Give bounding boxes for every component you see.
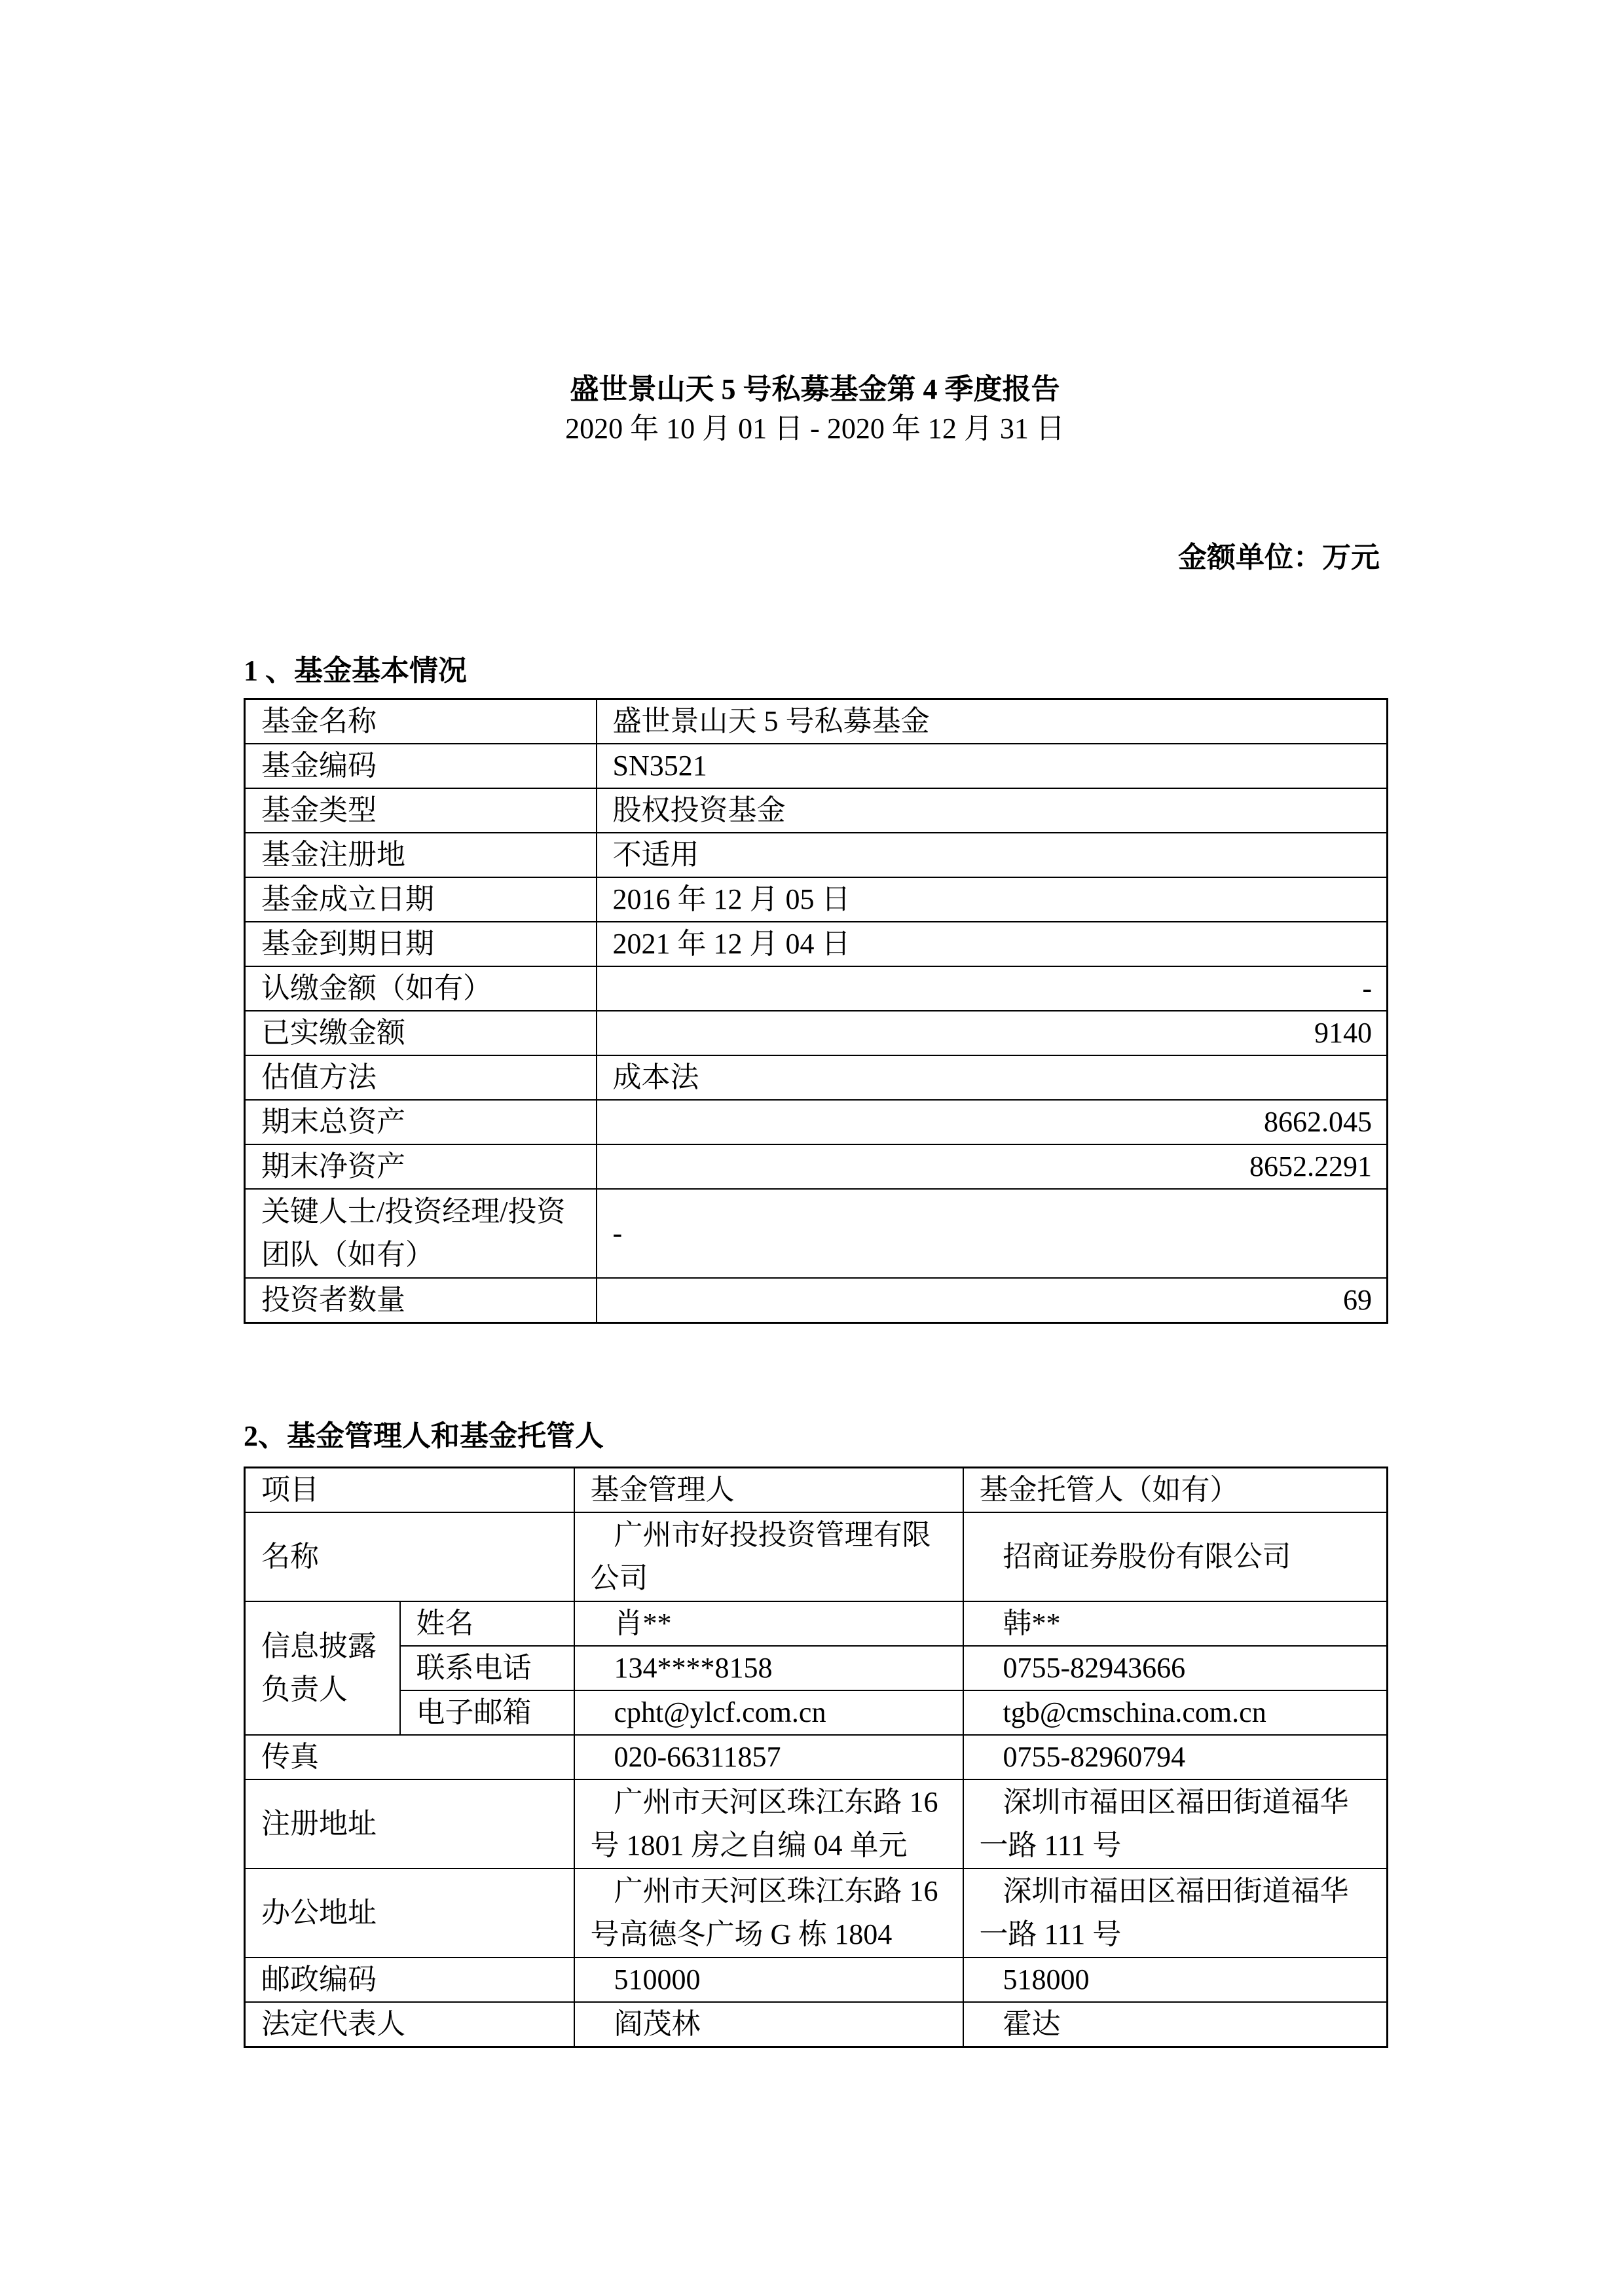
row-label-cell: 办公地址 [245, 1868, 574, 1958]
row-value-cell: - [597, 1189, 1388, 1278]
table-row [245, 2002, 1388, 2047]
table-row [245, 1646, 1388, 1690]
manager-value-cell: 肖** [574, 1601, 963, 1646]
manager-trustee-table [244, 1467, 1388, 2048]
row-value-cell: 股权投资基金 [597, 788, 1388, 833]
report-title: 盛世景山天 5 号私募基金第 4 季度报告 [570, 373, 1060, 405]
trustee-value-cell: 0755-82960794 [963, 1735, 1388, 1779]
table-row [245, 1144, 1388, 1189]
trustee-value-cell: 0755-82943666 [963, 1646, 1388, 1690]
table-row [245, 922, 1388, 966]
manager-value-cell: 广州市好投投资管理有限公司 [574, 1512, 963, 1601]
trustee-value-cell: 霍达 [963, 2002, 1388, 2047]
section1-heading: 1 、基金基本情况 [244, 655, 467, 687]
row-value-cell: 8652.2291 [597, 1144, 1388, 1189]
document-content [244, 0, 1386, 2048]
row-value-cell: - [597, 966, 1388, 1011]
table-row [245, 699, 1388, 744]
report-period: 2020 年 10 月 01 日 - 2020 年 12 月 31 日 [565, 412, 1065, 445]
row-value-cell: 2021 年 12 月 04 日 [597, 922, 1388, 966]
trustee-value-cell: tgb@cmschina.com.cn [963, 1690, 1388, 1735]
row-label-cell: 期末总资产 [245, 1100, 597, 1144]
manager-value-cell: 广州市天河区珠江东路 16 号 1801 房之自编 04 单元 [574, 1779, 963, 1868]
sub-label-cell: 电子邮箱 [400, 1690, 574, 1735]
table-header-row [245, 1468, 1388, 1513]
table-row [245, 1690, 1388, 1735]
column-header-manager: 基金管理人 [574, 1468, 963, 1513]
row-label-cell: 认缴金额（如有） [245, 966, 597, 1011]
row-label-cell: 传真 [245, 1735, 574, 1779]
row-value-cell: 不适用 [597, 833, 1388, 877]
row-value-cell: 2016 年 12 月 05 日 [597, 877, 1388, 922]
table-row [245, 1958, 1388, 2002]
manager-value-cell: 广州市天河区珠江东路 16 号高德冬广场 G 栋 1804 [574, 1868, 963, 1958]
table-row [245, 1512, 1388, 1601]
sub-label-cell: 联系电话 [400, 1646, 574, 1690]
table-row [245, 966, 1388, 1011]
row-value-cell: 盛世景山天 5 号私募基金 [597, 699, 1388, 744]
table-row [245, 1278, 1388, 1323]
fund-basic-info-table [244, 698, 1388, 1324]
table-row [245, 833, 1388, 877]
trustee-value-cell: 深圳市福田区福田街道福华一路 111 号 [963, 1868, 1388, 1958]
row-label-cell: 期末净资产 [245, 1144, 597, 1189]
table-row [245, 1055, 1388, 1100]
row-value-cell: SN3521 [597, 744, 1388, 788]
row-label-cell: 基金注册地 [245, 833, 597, 877]
manager-value-cell: 阎茂林 [574, 2002, 963, 2047]
column-header-trustee: 基金托管人（如有） [963, 1468, 1388, 1513]
row-label-cell: 名称 [245, 1512, 574, 1601]
trustee-value-cell: 韩** [963, 1601, 1388, 1646]
row-label-cell: 基金名称 [245, 699, 597, 744]
table-row [245, 1100, 1388, 1144]
row-label-cell: 基金到期日期 [245, 922, 597, 966]
table-row [245, 788, 1388, 833]
row-label-cell: 基金编码 [245, 744, 597, 788]
row-label-cell: 关键人士/投资经理/投资团队（如有） [245, 1189, 597, 1278]
trustee-value-cell: 招商证券股份有限公司 [963, 1512, 1388, 1601]
row-label-cell: 注册地址 [245, 1779, 574, 1868]
table-row [245, 1868, 1388, 1958]
row-value-cell: 69 [597, 1278, 1388, 1323]
table-row [245, 1779, 1388, 1868]
manager-value-cell: 020-66311857 [574, 1735, 963, 1779]
manager-value-cell: 134****8158 [574, 1646, 963, 1690]
row-label-cell: 邮政编码 [245, 1958, 574, 2002]
row-label-cell: 法定代表人 [245, 2002, 574, 2047]
row-value-cell: 9140 [597, 1011, 1388, 1055]
table-row [245, 1011, 1388, 1055]
row-value-cell: 8662.045 [597, 1100, 1388, 1144]
manager-value-cell: 510000 [574, 1958, 963, 2002]
column-header-item: 项目 [245, 1468, 574, 1513]
section2-heading: 2、基金管理人和基金托管人 [244, 1420, 604, 1452]
row-value-cell: 成本法 [597, 1055, 1388, 1100]
amount-unit-note: 金额单位：万元 [1178, 541, 1380, 574]
row-label-cell: 投资者数量 [245, 1278, 597, 1323]
trustee-value-cell: 518000 [963, 1958, 1388, 2002]
row-label-cell: 基金类型 [245, 788, 597, 833]
table-row [245, 744, 1388, 788]
sub-label-cell: 姓名 [400, 1601, 574, 1646]
table-row [245, 1189, 1388, 1278]
row-label-cell: 基金成立日期 [245, 877, 597, 922]
row-label-cell: 已实缴金额 [245, 1011, 597, 1055]
table-row [245, 1601, 1388, 1646]
trustee-value-cell: 深圳市福田区福田街道福华一路 111 号 [963, 1779, 1388, 1868]
table-row [245, 1735, 1388, 1779]
row-label-cell: 估值方法 [245, 1055, 597, 1100]
manager-value-cell: cpht@ylcf.com.cn [574, 1690, 963, 1735]
row-label-cell: 信息披露负责人 [245, 1601, 400, 1735]
table-row [245, 877, 1388, 922]
